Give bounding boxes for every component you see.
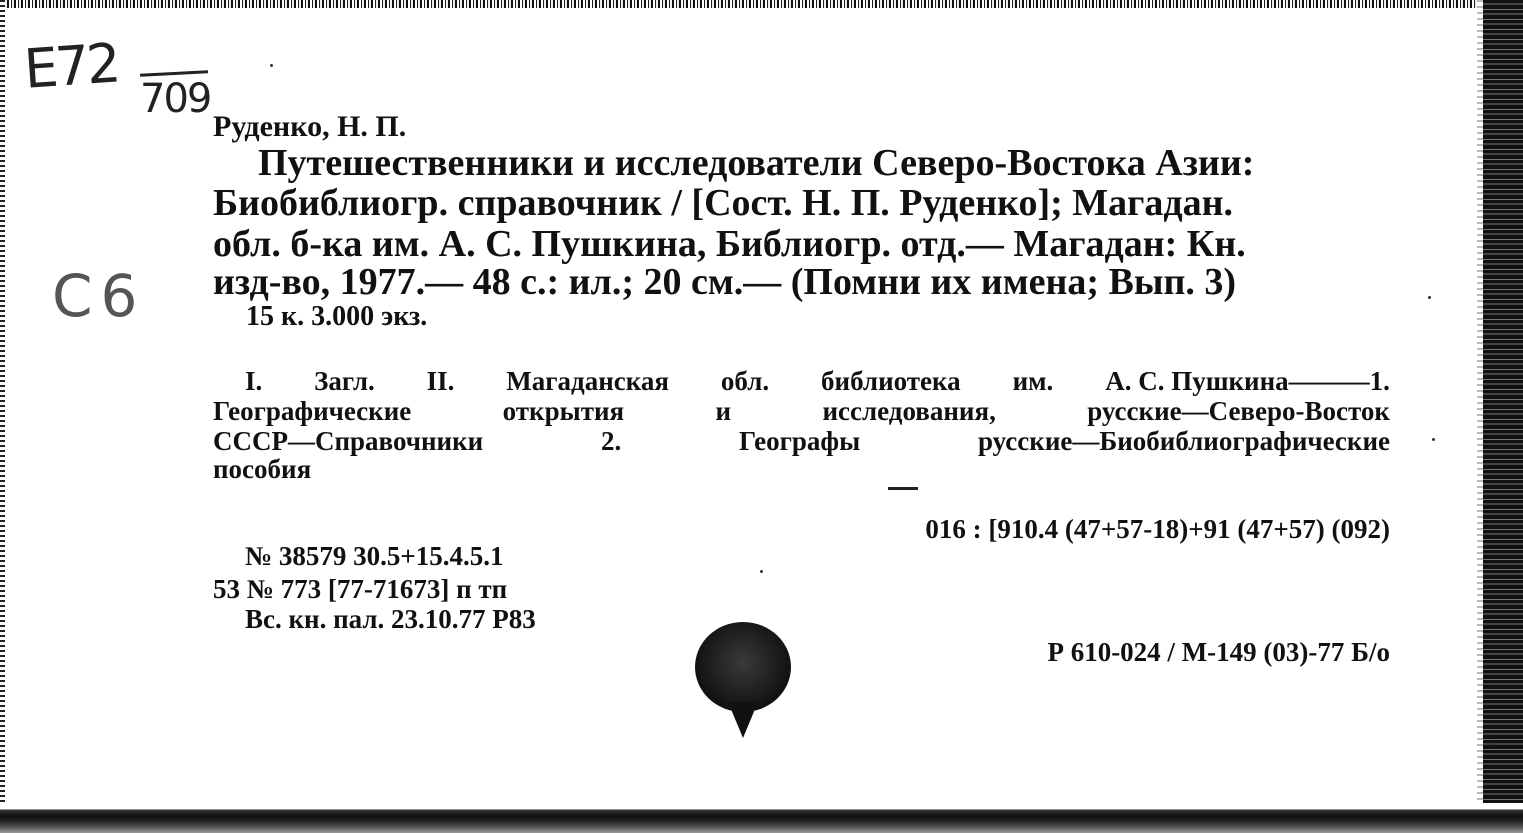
catalog-number-line-2: 53 № 773 [77-71673] п тп	[213, 574, 508, 604]
handwritten-shelf-subcode: 709	[140, 76, 211, 122]
subjects-line-2	[213, 396, 1390, 427]
subject-word: II.	[426, 366, 455, 396]
handwritten-mark: С6	[52, 262, 146, 330]
entry-title-line-2: Биобиблиогр. справочник / [Сост. Н. П. Руденко]; Магадан.	[213, 182, 1234, 224]
entry-price: 15 к. 3.000 экз.	[246, 301, 428, 332]
subject-word: им.	[1012, 366, 1054, 396]
subject-word: и	[715, 396, 732, 426]
punch-hole-tail	[728, 702, 758, 738]
catalog-number-line-1: № 38579 30.5+15.4.5.1	[245, 541, 504, 571]
handwritten-shelf-code: Е72	[22, 31, 121, 101]
subject-word: СССР—Справочники	[213, 426, 484, 456]
subjects-line-4: пособия	[213, 454, 312, 484]
subjects-line-1	[245, 366, 1390, 397]
subject-word: Загл.	[314, 366, 375, 396]
scan-edge-right	[1483, 0, 1523, 833]
subject-word: исследования,	[822, 396, 996, 426]
subject-word: Географы	[739, 426, 861, 456]
subject-word: А. С. Пушкина———1.	[1105, 366, 1390, 396]
subject-word: библиотека	[821, 366, 961, 396]
subject-word: I.	[245, 366, 263, 396]
scan-edge-left	[0, 0, 5, 833]
scan-speck	[1492, 742, 1495, 745]
entry-title-line-3: обл. б-ка им. А. С. Пушкина, Библиогр. отд.— Магадан: Кн.	[213, 223, 1246, 265]
subject-word: обл.	[720, 366, 770, 396]
subject-word: Географические	[213, 396, 412, 426]
subject-word: Магаданская	[506, 366, 669, 396]
entry-title-line-4: изд-во, 1977.— 48 с.: ил.; 20 см.— (Помни их имена; Вып. 3)	[213, 261, 1237, 303]
separator-dash	[888, 487, 918, 490]
entry-title-line-1: Путешественники и исследователи Северо-Востока Азии:	[258, 142, 1255, 184]
udc-index: 016 : [910.4 (47+57-18)+91 (47+57) (092)	[925, 514, 1390, 544]
subject-word: открытия	[502, 396, 625, 426]
scan-speck	[270, 64, 273, 67]
scan-speck	[1432, 438, 1435, 441]
subject-word: 2.	[601, 426, 622, 456]
scan-speck	[760, 570, 763, 573]
subject-word: русские—Биобиблиографические	[977, 426, 1390, 456]
scan-edge-bottom	[0, 803, 1523, 833]
subjects-line-3	[213, 426, 1390, 457]
subject-word: русские—Северо-Восток	[1087, 396, 1390, 426]
publisher-code: Р 610-024 / М-149 (03)-77 Б/о	[1047, 637, 1390, 667]
entry-author: Руденко, Н. П.	[213, 110, 407, 143]
catalog-number-line-3: Вс. кн. пал. 23.10.77 Р83	[245, 604, 536, 634]
scan-edge-top	[0, 0, 1523, 8]
punch-hole	[695, 622, 791, 712]
scan-speck	[1428, 296, 1431, 299]
